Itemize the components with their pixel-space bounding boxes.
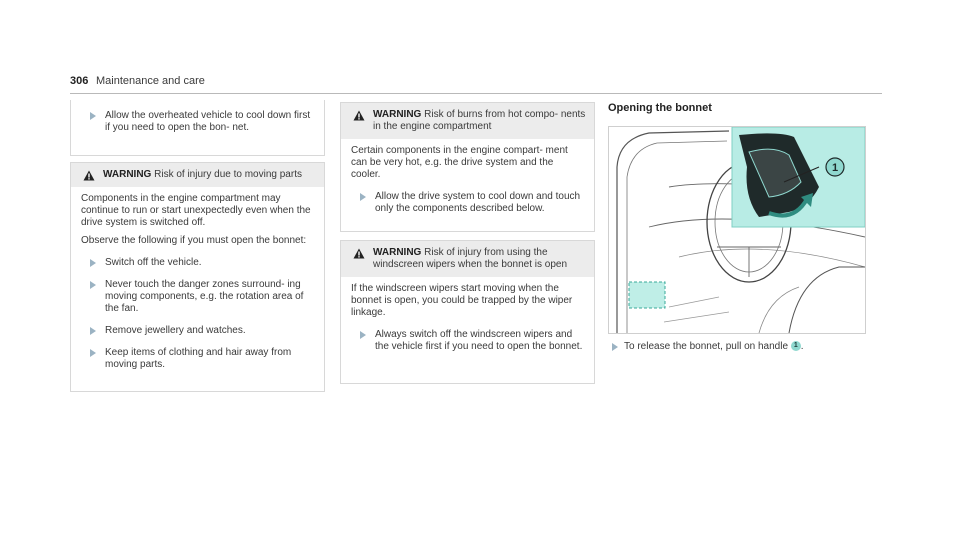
warning-header: [71, 163, 324, 187]
arrow-bullet-icon: [90, 327, 96, 335]
warning-triangle-icon: [353, 248, 365, 259]
warning-header: [341, 241, 594, 277]
arrow-bullet-icon: [360, 193, 366, 201]
list-item: Always switch off the windscreen wipers and the vehicle first if you need to open the bonnet.: [351, 329, 584, 353]
list-item: Remove jewellery and watches.: [81, 325, 314, 337]
list-item: Allow the drive system to cool down and touch only the components described below.: [351, 191, 584, 215]
warning-title: Risk of injury due to moving parts: [154, 169, 302, 180]
warning-title: Risk of injury from using the windscreen wipers when the bonnet is open: [373, 247, 568, 270]
warning-triangle-icon: [83, 170, 95, 181]
warning-box-burns: [340, 102, 595, 232]
arrow-bullet-icon: [90, 259, 96, 267]
warning-label: WARNING: [373, 247, 422, 258]
warning-label: WARNING: [103, 169, 152, 180]
bonnet-release-illustration: [608, 126, 866, 334]
handle-number-badge: 1: [791, 341, 801, 351]
arrow-bullet-icon: [90, 281, 96, 289]
arrow-bullet-icon: [90, 112, 96, 120]
arrow-bullet-icon: [612, 343, 618, 351]
list-item: Allow the overheated vehicle to cool down first if you need to open the bon‑ net.: [81, 110, 314, 134]
warning-paragraph: If the windscreen wipers start moving when the bonnet is open, you could be trapped by the wiper linkage.: [351, 283, 573, 318]
warning-header: [341, 103, 594, 139]
car-interior-drawing: [609, 127, 865, 333]
warning-triangle-icon: [353, 110, 365, 121]
warning-box-moving-parts: [70, 162, 325, 392]
list-item: Switch off the vehicle.: [81, 257, 314, 269]
header-title: Maintenance and care: [96, 75, 205, 87]
page-number: 306: [70, 75, 89, 87]
warning-paragraph: Components in the engine compartment may continue to run or start unexpectedly even when the drive system is switched off.: [81, 193, 311, 228]
arrow-bullet-icon: [360, 331, 366, 339]
warning-title: Risk of burns from hot compo‑ nents in the engine compartment: [373, 109, 586, 132]
list-item: Never touch the danger zones surround‑ ing moving components, e.g. the rotation area of the fan.: [81, 279, 314, 315]
warning-paragraph: Observe the following if you must open the bonnet:: [81, 235, 307, 246]
section-title: Opening the bonnet: [608, 102, 712, 114]
page-header: [70, 75, 882, 94]
instruction-step: To release the bonnet, pull on handle 1 .: [608, 341, 868, 353]
list-item: Keep items of clothing and hair away from moving parts.: [81, 347, 314, 371]
callout-number: 1: [831, 162, 839, 174]
warning-box-wipers: [340, 240, 595, 384]
arrow-bullet-icon: [90, 349, 96, 357]
cool-down-note: [70, 100, 325, 156]
warning-label: WARNING: [373, 109, 422, 120]
warning-paragraph: Certain components in the engine compart‑ ment can be very hot, e.g. the drive system and the cooler.: [351, 145, 568, 180]
